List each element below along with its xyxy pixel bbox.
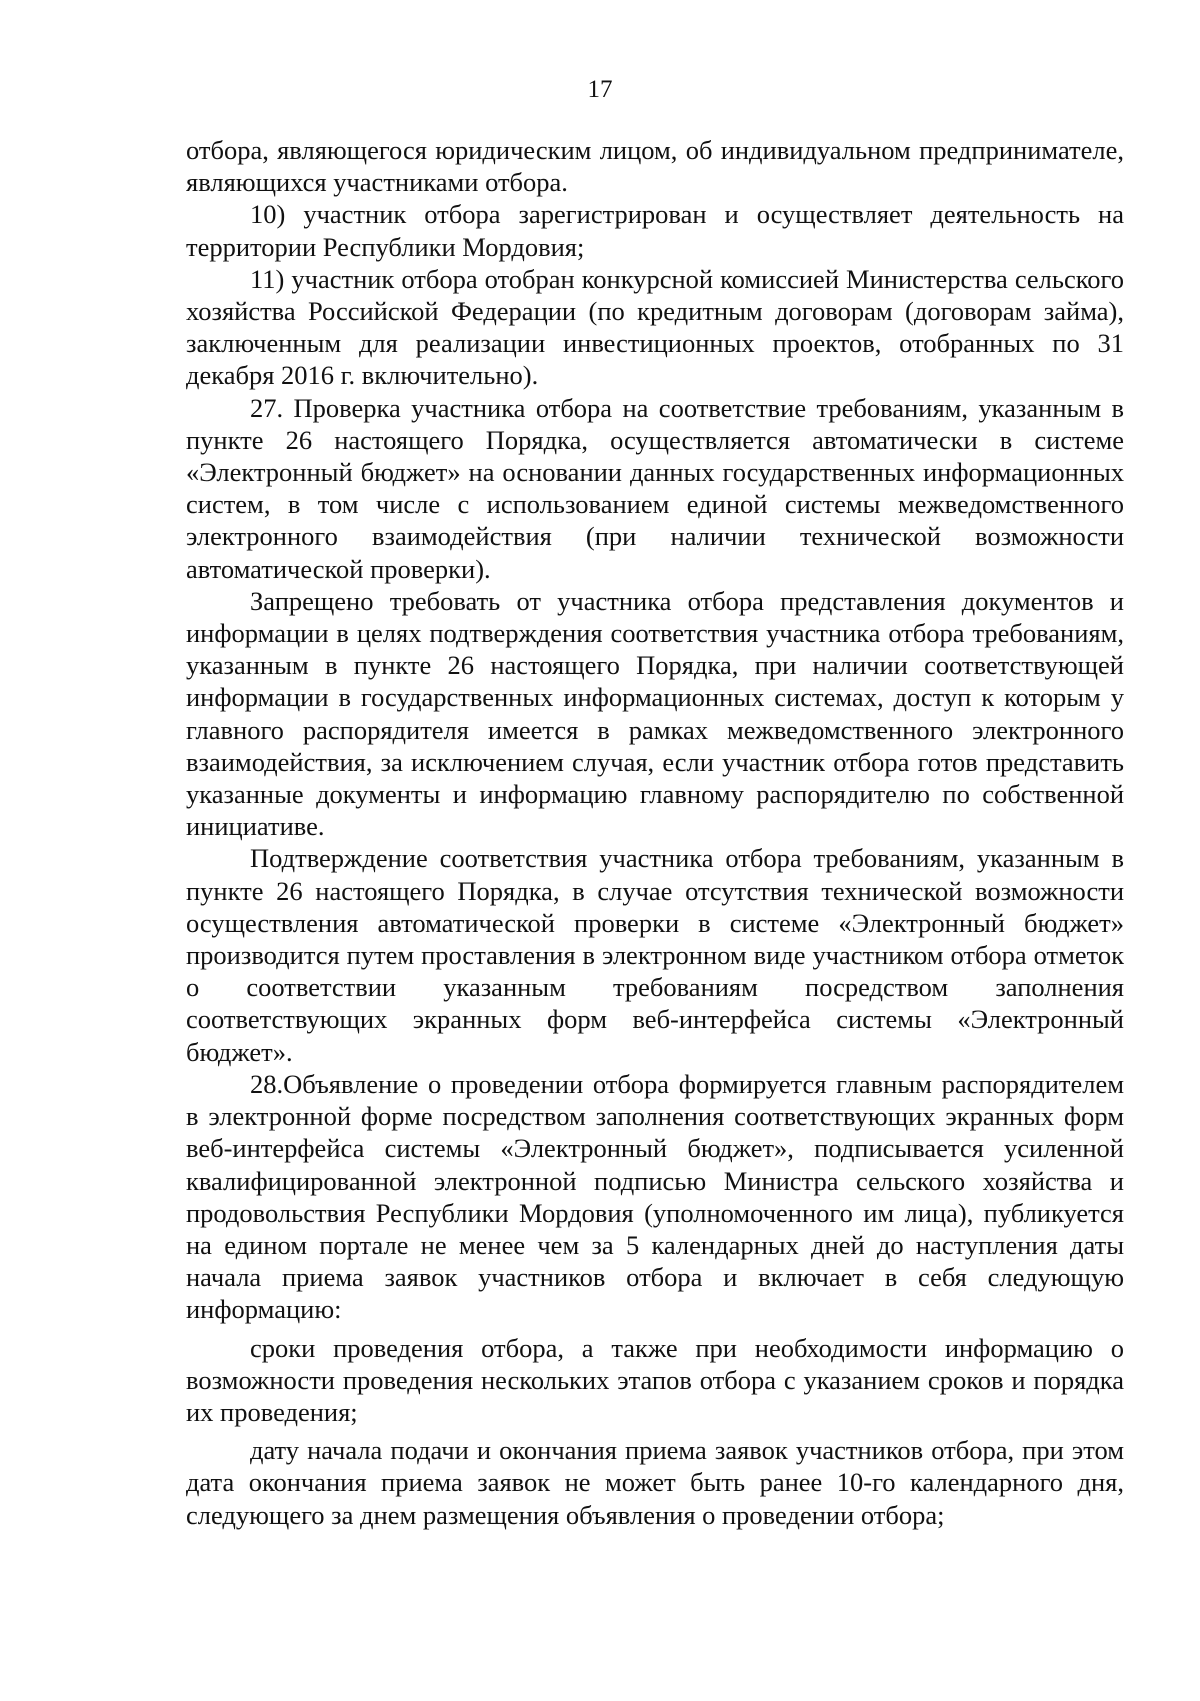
paragraph-clause-28: 28.Объявление о проведении отбора формируется главным распорядителем в электронной форме посредством заполнения соответствующих экранных форм веб-интерфейса системы «Электронный бюджет», подписывается усиленной квалифицированной электронной подписью Министра сельского хозяйства и продовольствия Республики Мордовия (уполномоченного им лица), публикуется на едином портале не менее чем за 5 календарных дней до наступления даты начала приема заявок участников отбора и включает в себя следующую информацию: [186,1068,1124,1325]
paragraph-application-dates: дату начала подачи и окончания приема заявок участников отбора, при этом дата окончания приема заявок не может быть ранее 10-го календарного дня, следующего за днем размещения объявления о проведении отбора; [186,1435,1124,1530]
paragraph-prohibition: Запрещено требовать от участника отбора представления документов и информации в целях подтверждения соответствия участника отбора требованиям, указанным в пункте 26 настоящего Порядка, при наличии соответствующей информации в государственных информационных системах, доступ к которым у главного распорядителя имеется в рамках межведомственного электронного взаимодействия, за исключением случая, если участник отбора готов представить указанные документы и информацию главному распорядителю по собственной инициативе. [186,585,1124,842]
document-body [186,134,1124,1531]
paragraph-confirmation: Подтверждение соответствия участника отбора требованиям, указанным в пункте 26 настоящего Порядка, в случае отсутствия технической возможности осуществления автоматической проверки в системе «Электронный бюджет» производится путем проставления в электронном виде участником отбора отметок о соответствии указанным требованиям посредством заполнения соответствующих экранных форм веб-интерфейса системы «Электронный бюджет». [186,843,1124,1067]
paragraph-item-10: 10) участник отбора зарегистрирован и осуществляет деятельность на территории Республики Мордовия; [186,199,1124,262]
paragraph-continuation: отбора, являющегося юридическим лицом, об индивидуальном предпринимателе, являющихся участниками отбора. [186,135,1124,198]
page-number: 17 [587,76,613,103]
paragraph-selection-terms: сроки проведения отбора, а также при необходимости информацию о возможности проведения нескольких этапов отбора с указанием сроков и порядка их проведения; [186,1332,1124,1427]
paragraph-item-11: 11) участник отбора отобран конкурсной комиссией Министерства сельского хозяйства Российской Федерации (по кредитным договорам (договорам займа), заключенным для реализации инвестиционных проектов, отобранных по 31 декабря 2016 г. включительно). [186,263,1124,391]
paragraph-clause-27: 27. Проверка участника отбора на соответствие требованиям, указанным в пункте 26 настоящего Порядка, осуществляется автоматически в системе «Электронный бюджет» на основании данных государственных информационных систем, в том числе с использованием единой системы межведомственного электронного взаимодействия (при наличии технической возможности автоматической проверки). [186,392,1124,584]
